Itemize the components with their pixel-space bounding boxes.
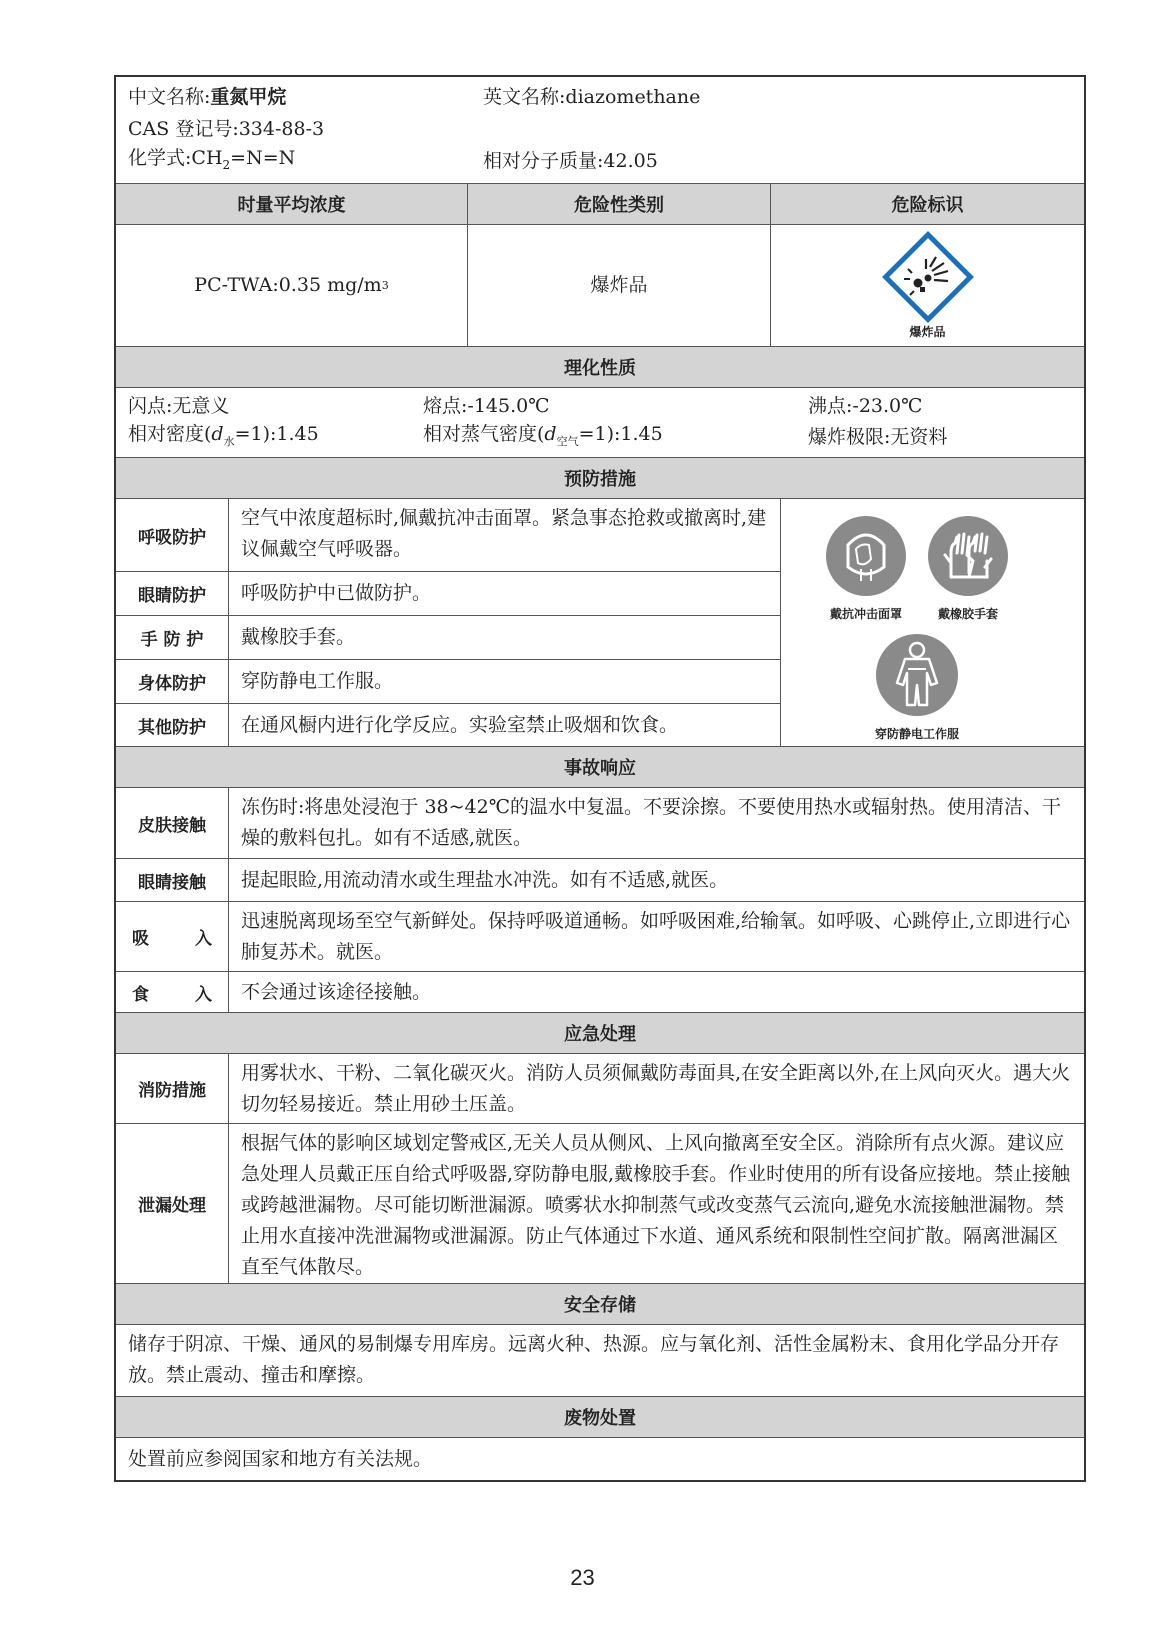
emergency-row <box>116 1054 1084 1124</box>
mask-label: 戴抗冲击面罩 <box>829 607 902 621</box>
prevention-label: 眼睛防护 <box>116 572 229 615</box>
accident-text: 提起眼睑,用流动清水或生理盐水冲洗。如有不适感,就医。 <box>241 868 729 891</box>
disposal-row <box>116 1438 1084 1480</box>
storage-row <box>116 1325 1084 1397</box>
prevention-text: 空气中浓度超标时,佩戴抗冲击面罩。紧急事态抢救或撤离时,建议佩戴空气呼吸器。 <box>241 507 767 560</box>
antistatic-suit-icon <box>875 633 959 717</box>
prevention-label: 呼吸防护 <box>116 499 229 571</box>
hazard-header-row <box>116 184 1084 225</box>
accident-row <box>116 972 1084 1013</box>
emergency-text: 用雾状水、干粉、二氧化碳灭火。消防人员须佩戴防毒面具,在安全距离以外,在上风向灭火。遇大火切勿轻易接近。禁止用砂土压盖。 <box>241 1062 1071 1115</box>
emergency-label: 泄漏处理 <box>116 1124 229 1283</box>
cas-number: CAS 登记号:334-88-3 <box>128 118 325 140</box>
explosive-icon <box>882 231 974 323</box>
category-header: 危险性类别 <box>468 184 771 224</box>
emergency-header: 应急处理 <box>116 1013 1084 1054</box>
prevention-label: 其他防护 <box>116 704 229 746</box>
disposal-header: 废物处置 <box>116 1397 1084 1438</box>
hazard-category: 爆炸品 <box>468 225 771 346</box>
accident-label: 吸 入 <box>116 902 229 971</box>
accident-label: 皮肤接触 <box>116 788 229 858</box>
accident-label: 食 入 <box>116 972 229 1012</box>
prevention-label: 身体防护 <box>116 660 229 703</box>
prevention-text: 戴橡胶手套。 <box>241 626 356 648</box>
identity-block <box>116 77 1084 184</box>
flash-point: 闪点:无意义 <box>128 395 230 417</box>
accident-header: 事故响应 <box>116 747 1084 788</box>
accident-text: 迅速脱离现场至空气新鲜处。保持呼吸道通畅。如呼吸困难,给输氧。如呼吸、心跳停止,立即进行心肺复苏术。就医。 <box>241 910 1071 963</box>
prevention-row <box>116 616 780 660</box>
accident-row <box>116 859 1084 902</box>
emergency-row <box>116 1124 1084 1284</box>
accident-label: 眼睛接触 <box>116 859 229 901</box>
vapor-density: 相对蒸气密度$(d_{空气}=1):1.45$ <box>423 422 663 448</box>
gloves-label: 戴橡胶手套 <box>937 607 998 621</box>
accident-text: 不会通过该途径接触。 <box>241 980 432 1003</box>
boiling-point: 沸点:-23.0℃ <box>808 395 923 417</box>
prevention-header: 预防措施 <box>116 458 1084 499</box>
physchem-values <box>116 388 1084 458</box>
disposal-text: 处置前应参阅国家和地方有关法规。 <box>128 1447 433 1470</box>
chemical-formula: 化学式$:CH_2=N=N$ <box>128 146 296 172</box>
gloves-icon <box>927 515 1009 597</box>
msds-sheet <box>114 75 1086 1482</box>
explosion-limit: 爆炸极限:无资料 <box>808 426 948 448</box>
accident-text: 冻伤时:将患处浸泡于 38~42℃的温水中复温。不要涂擦。不要使用热水或辐射热。使用清洁、干燥的敷料包扎。如有不适感,就医。 <box>241 796 1061 849</box>
prevention-row <box>116 499 780 572</box>
face-shield-icon <box>825 515 907 597</box>
cn-name: 中文名称:重氮甲烷 <box>128 86 287 108</box>
en-name: 英文名称:diazomethane <box>483 86 701 108</box>
prevention-row <box>116 704 780 746</box>
ppe-icons <box>781 499 1084 746</box>
prevention-row <box>116 572 780 616</box>
storage-text: 储存于阴凉、干燥、通风的易制爆专用库房。远离火种、热源。应与氧化剂、活性金属粉末、食用化学品分开存放。禁止震动、撞击和摩擦。 <box>128 1333 1060 1386</box>
twa-value: PC-TWA:0.35 mg/m 3 <box>116 225 468 346</box>
prevention-text: 呼吸防护中已做防护。 <box>241 582 432 604</box>
pictogram-label: 爆炸品 <box>909 325 946 339</box>
hazard-values-row <box>116 225 1084 347</box>
prevention-row <box>116 660 780 704</box>
prevention-text: 在通风橱内进行化学反应。实验室禁止吸烟和饮食。 <box>241 713 679 736</box>
emergency-label: 消防措施 <box>116 1054 229 1123</box>
prevention-block <box>116 499 1084 747</box>
pictogram-header: 危险标识 <box>771 184 1084 224</box>
page-number: 23 <box>570 1565 595 1590</box>
suit-label: 穿防静电工作服 <box>874 727 959 741</box>
storage-header: 安全存储 <box>116 1284 1084 1325</box>
twa-header: 时量平均浓度 <box>116 184 468 224</box>
accident-row <box>116 788 1084 859</box>
emergency-text: 根据气体的影响区域划定警戒区,无关人员从侧风、上风向撤离至安全区。消除所有点火源。建议应急处理人员戴正压自给式呼吸器,穿防静电服,戴橡胶手套。作业时使用的所有设备应接地。禁止接触或跨越泄漏物。尽可能切断泄漏源。喷雾状水抑制蒸气或改变蒸气云流向,避免水流接触泄漏物。禁止用水直接冲洗泄漏物或泄漏源。防止气体通过下水道、通风系统和限制性空间扩散。隔离泄漏区直至气体散尽。 <box>241 1132 1071 1278</box>
molecular-weight: 相对分子质量:42.05 <box>483 150 658 172</box>
prevention-text: 穿防静电工作服。 <box>241 670 394 692</box>
ghs-pictogram <box>771 225 1084 346</box>
prevention-label: 手 防 护 <box>116 616 229 659</box>
physchem-header: 理化性质 <box>116 347 1084 388</box>
relative-density: 相对密度$(d_水=1):1.45$ <box>128 422 319 448</box>
accident-row <box>116 902 1084 972</box>
melting-point: 熔点:-145.0℃ <box>423 395 550 417</box>
